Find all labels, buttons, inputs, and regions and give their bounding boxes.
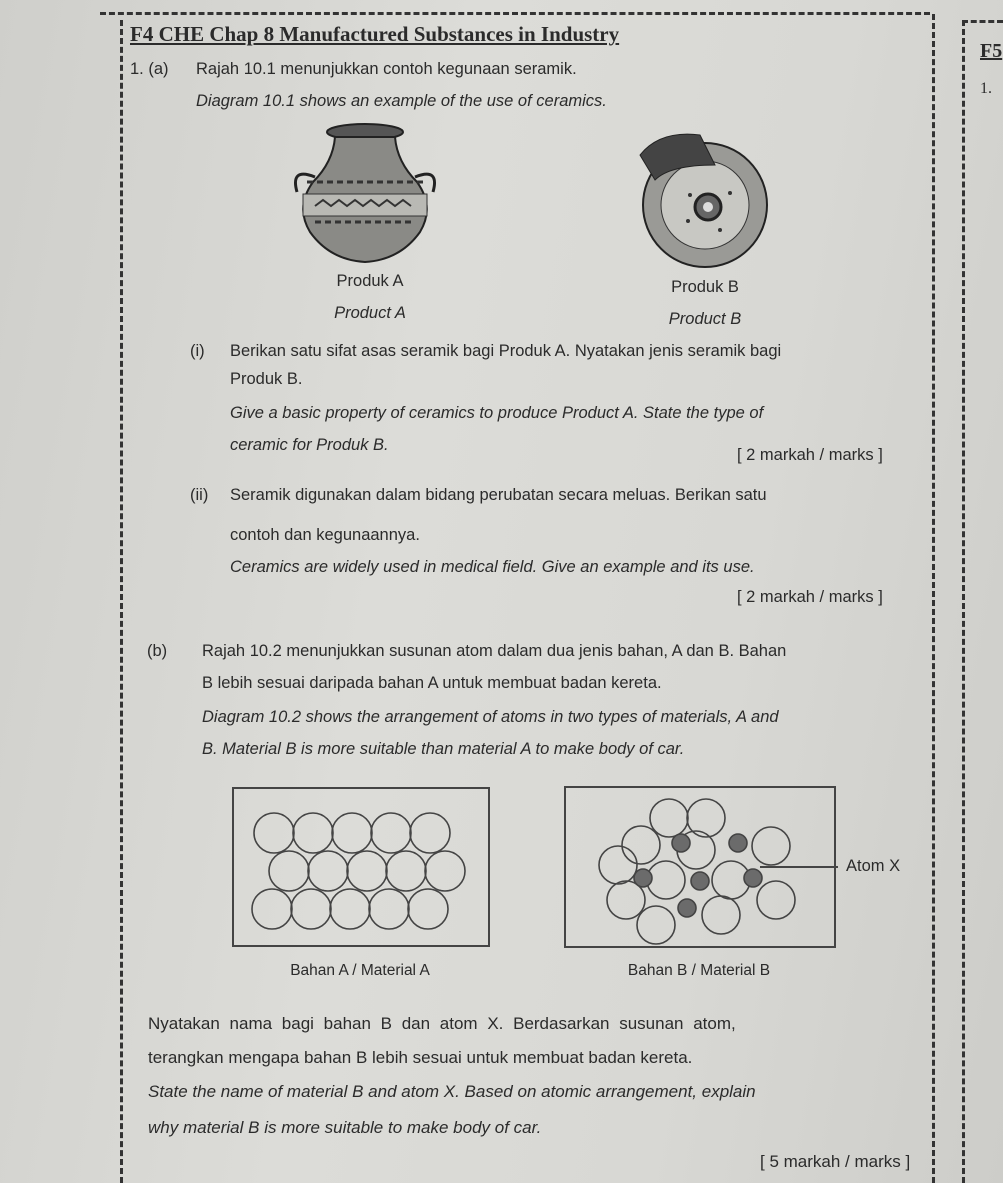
atom [408,889,448,929]
product-a-label-en: Product A [334,304,406,322]
atom-x-label: Atom X [846,857,901,875]
part-b-label: (b) [147,642,168,660]
caption-material-b: Bahan B / Material B [627,962,771,979]
page-title: F4 CHE Chap 8 Manufactured Substances in Industry [130,22,620,46]
next-page-border-left [962,20,965,1183]
part-i-en-2: ceramic for Produk B. [230,436,389,454]
part-b-en-2: B. Material B is more suitable than material A to make body of car. [202,740,685,758]
task-en-2: why material B is more suitable to make body of car. [148,1118,542,1137]
atom-x [678,899,696,917]
atom-x [672,834,690,852]
part-b-marks: [ 5 markah / marks ] [760,1152,911,1171]
atom [252,889,292,929]
atom [308,851,348,891]
task-ms-2: terangkan mengapa bahan B lebih sesuai untuk membuat badan kereta. [148,1048,693,1067]
part-i-marks: [ 2 markah / marks ] [737,446,883,464]
atom [425,851,465,891]
part-ii-ms-2: contoh dan kegunaannya. [230,526,420,544]
atom [637,906,675,944]
atom [291,889,331,929]
atom-x [634,869,652,887]
part-ii-marks: [ 2 markah / marks ] [737,588,883,606]
atom [622,826,660,864]
atom-x [691,872,709,890]
part-i-ms-2: Produk B. [230,370,303,388]
brake-disc-illustration [620,125,775,270]
atom [757,881,795,919]
material-a-diagram [232,787,490,947]
atom [386,851,426,891]
atom [650,799,688,837]
product-a-label-ms: Produk A [336,272,404,290]
atom [752,827,790,865]
caption-material-a: Bahan A / Material A [290,962,430,979]
atom [269,851,309,891]
atom-x [729,834,747,852]
intro-ms: Rajah 10.1 menunjukkan contoh kegunaan seramik. [196,60,577,78]
atom [330,889,370,929]
atom [254,813,294,853]
atom [599,846,637,884]
atom-x-pointer [760,866,838,868]
next-page-border-top [962,20,1003,23]
page-border-right [932,14,935,1183]
vase-illustration [285,122,445,267]
task-en-1: State the name of material B and atom X. Based on atomic arrangement, explain [148,1082,756,1101]
part-ii-ms-1: Seramik digunakan dalam bidang perubatan secara meluas. Berikan satu [230,486,767,504]
product-b-label-en: Product B [668,310,742,328]
part-b-en-1: Diagram 10.2 shows the arrangement of atoms in two types of materials, A and [202,708,779,726]
part-i-en-1: Give a basic property of ceramics to produce Product A. State the type of [230,404,764,422]
atom [293,813,333,853]
part-b-ms-1: Rajah 10.2 menunjukkan susunan atom dalam dua jenis bahan, A dan B. Bahan [202,642,787,660]
product-b-label-ms: Produk B [671,278,739,296]
intro-en: Diagram 10.1 shows an example of the use of ceramics. [196,92,607,110]
atom [371,813,411,853]
atom [647,861,685,899]
task-ms-1: Nyatakan nama bagi bahan B dan atom X. Berdasarkan susunan atom, [148,1014,736,1033]
part-b-ms-2: B lebih sesuai daripada bahan A untuk membuat badan kereta. [202,674,662,692]
part-i-ms-1: Berikan satu sifat asas seramik bagi Produk A. Nyatakan jenis seramik bagi [230,342,782,360]
part-i-label: (i) [190,342,205,360]
atom [347,851,387,891]
page-border-left [120,20,123,1183]
part-ii-label: (ii) [190,486,209,504]
part-ii-en: Ceramics are widely used in medical field. Give an example and its use. [230,558,755,576]
atom [410,813,450,853]
atom-x [744,869,762,887]
side-title: F5 [980,40,1003,62]
atom [702,896,740,934]
question-number: 1. (a) [130,60,169,78]
atom [369,889,409,929]
page-border-top [100,12,930,15]
atom [332,813,372,853]
side-number: 1. [980,80,992,97]
